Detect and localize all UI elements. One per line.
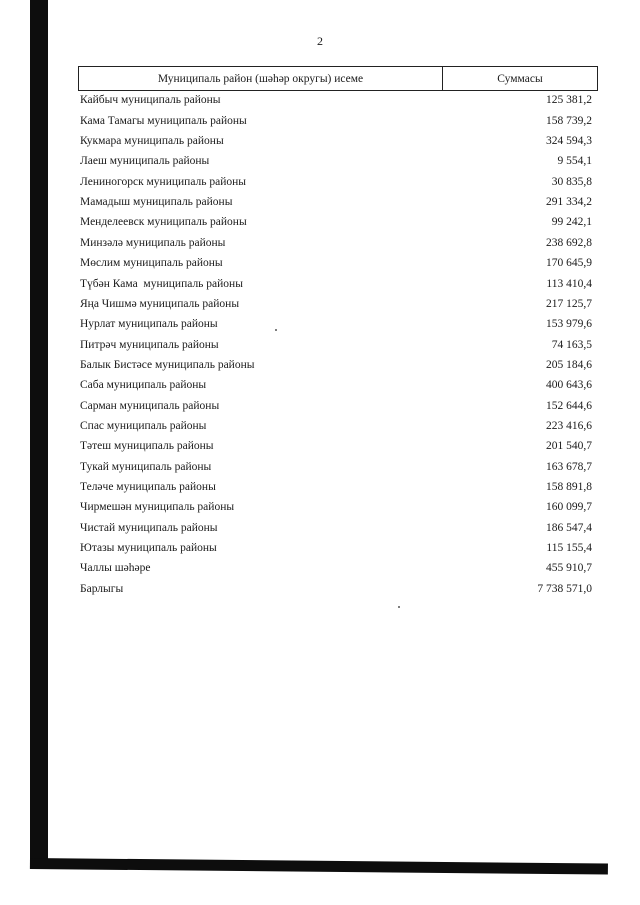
- row-value: 324 594,3: [546, 135, 592, 148]
- row-name: Нурлат муниципаль районы: [80, 318, 218, 331]
- row-value: 186 547,4: [546, 521, 592, 534]
- row-name: Саба муниципаль районы: [80, 379, 207, 392]
- row-name: Мөслим муниципаль районы: [80, 257, 223, 270]
- row-name: Сарман муниципаль районы: [80, 399, 220, 412]
- total-row: [80, 579, 592, 599]
- table-row: [80, 539, 592, 559]
- row-value: 201 540,7: [546, 440, 592, 453]
- table-row: [80, 294, 592, 314]
- row-value: 115 155,4: [546, 541, 592, 554]
- table-row: [80, 437, 592, 457]
- row-name: Тукай муниципаль районы: [80, 460, 212, 473]
- table-row: [80, 518, 592, 538]
- row-value: 455 910,7: [546, 562, 592, 575]
- table-row: [80, 559, 592, 579]
- row-name: Лаеш муниципаль районы: [80, 155, 210, 168]
- row-value: 30 835,8: [551, 175, 592, 188]
- row-name: Кайбыч муниципаль районы: [80, 94, 221, 107]
- table-row: [80, 355, 592, 375]
- table-row: [80, 193, 592, 213]
- table-row: [80, 152, 592, 172]
- table-row: [80, 91, 592, 111]
- row-value: 217 125,7: [546, 297, 592, 310]
- row-value: 152 644,6: [546, 399, 592, 412]
- row-value: 160 099,7: [546, 501, 592, 514]
- row-name: Спас муниципаль районы: [80, 419, 207, 432]
- row-value: 291 334,2: [546, 196, 592, 209]
- row-value: 163 678,7: [546, 460, 592, 473]
- row-name: Балык Бистәсе муниципаль районы: [80, 358, 255, 371]
- table-row: [80, 376, 592, 396]
- scan-speck: [398, 606, 400, 608]
- scan-border-left: [30, 0, 48, 866]
- row-value: 99 242,1: [551, 216, 592, 229]
- row-value: 153 979,6: [546, 318, 592, 331]
- row-name: Теләче муниципаль районы: [80, 480, 216, 493]
- row-name: Чаллы шәһәре: [80, 562, 151, 575]
- row-name: Кама Тамагы муниципаль районы: [80, 114, 247, 127]
- scan-speck: [275, 329, 277, 331]
- table-row: [80, 132, 592, 152]
- row-value: 74 163,5: [551, 338, 592, 351]
- row-value: 238 692,8: [546, 236, 592, 249]
- table-row: [80, 335, 592, 355]
- row-name: Тәтеш муниципаль районы: [80, 440, 214, 453]
- page-number: 2: [317, 34, 323, 48]
- row-value: 113 410,4: [546, 277, 592, 290]
- row-name: Мамадыш муниципаль районы: [80, 196, 233, 209]
- row-name: Чирмешән муниципаль районы: [80, 501, 235, 514]
- row-value: 9 554,1: [557, 155, 592, 168]
- table-row: [80, 213, 592, 233]
- row-value: 158 891,8: [546, 480, 592, 493]
- row-name: Питрәч муниципаль районы: [80, 338, 219, 351]
- row-value: 400 643,6: [546, 379, 592, 392]
- row-name: Ютазы муниципаль районы: [80, 541, 217, 554]
- table-row: [80, 274, 592, 294]
- column-header-sum: Суммасы: [497, 72, 543, 85]
- row-name: Кукмара муниципаль районы: [80, 135, 224, 148]
- column-header-name: Муниципаль район (шәһәр округы) исеме: [79, 67, 443, 90]
- table-row: [80, 315, 592, 335]
- table-row: [80, 172, 592, 192]
- table-row: [80, 111, 592, 131]
- table-row: [80, 478, 592, 498]
- row-name: Менделеевск муниципаль районы: [80, 216, 247, 229]
- table-row: [80, 254, 592, 274]
- table-header: [78, 66, 598, 91]
- row-value: 170 645,9: [546, 257, 592, 270]
- row-name: Лениногорск муниципаль районы: [80, 175, 247, 188]
- scan-border-bottom: [30, 858, 608, 875]
- row-value: 125 381,2: [546, 94, 592, 107]
- row-value: 7 738 571,0: [537, 582, 592, 595]
- table-row: [80, 417, 592, 437]
- table-row: [80, 457, 592, 477]
- row-name: Түбән Кама муниципаль районы: [80, 277, 243, 290]
- table-body: [80, 91, 592, 600]
- table-row: [80, 233, 592, 253]
- row-name: Чистай муниципаль районы: [80, 521, 218, 534]
- row-value: 158 739,2: [546, 114, 592, 127]
- row-name: Минзәлә муниципаль районы: [80, 236, 226, 249]
- table-row: [80, 498, 592, 518]
- row-name: Барлыгы: [80, 582, 124, 595]
- row-value: 223 416,6: [546, 419, 592, 432]
- row-value: 205 184,6: [546, 358, 592, 371]
- row-name: Яңа Чишмә муниципаль районы: [80, 297, 240, 310]
- table-row: [80, 396, 592, 416]
